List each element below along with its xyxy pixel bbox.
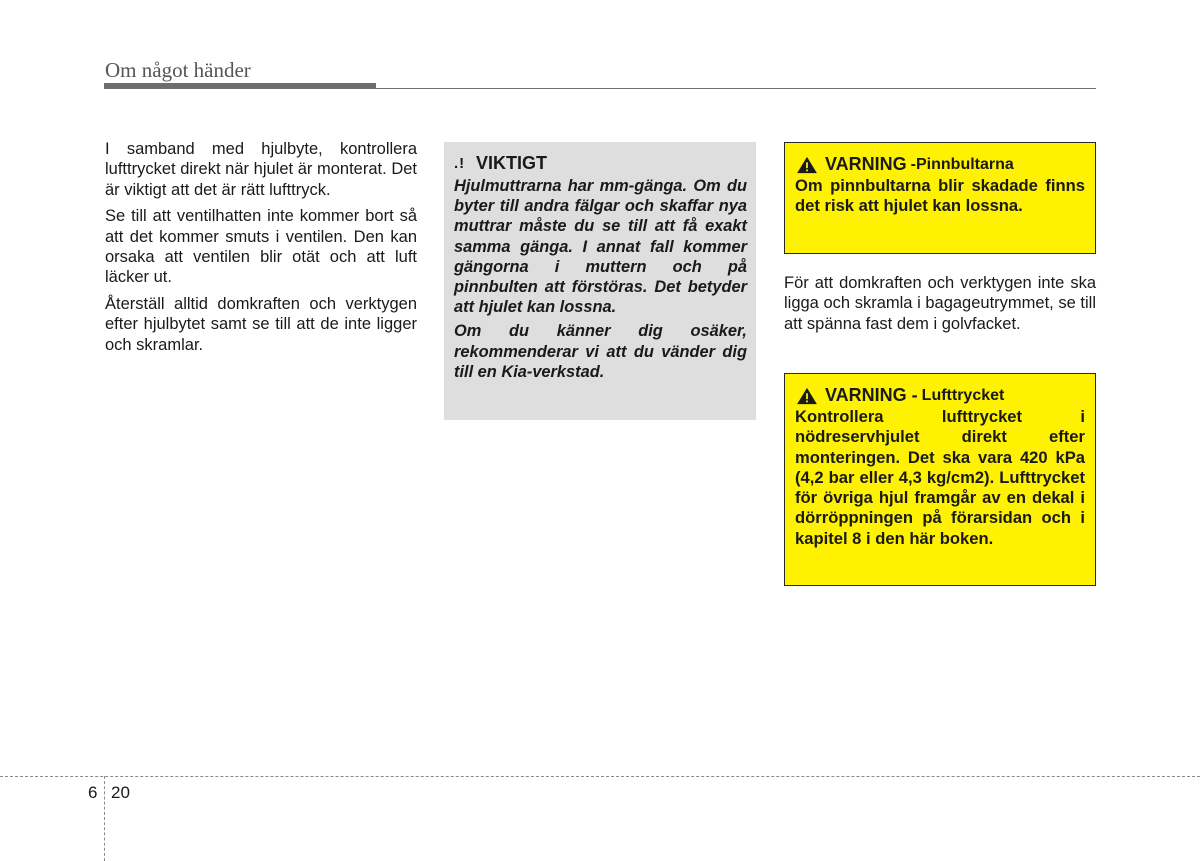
warning-box-air-pressure (784, 373, 1096, 586)
column-left (105, 139, 417, 361)
notice-exclamation-icon: .! (454, 155, 466, 172)
warning-header (795, 385, 1085, 406)
warning-header (795, 154, 1085, 175)
footer-rule (0, 776, 1200, 777)
warning-label: VARNING (825, 154, 907, 174)
paragraph-air-pressure: I samband med hjulbyte, kontrollera lufttrycket direkt när hjulet är monterat. Det är viktigt att det är rätt lufttryck. (105, 140, 417, 199)
header-rule-thin (376, 88, 1096, 89)
column-right-text (784, 273, 1096, 340)
warning-label: VARNING - (825, 385, 918, 405)
notice-body (454, 176, 747, 382)
notice-box-viktigt (444, 142, 756, 420)
notice-title: VIKTIGT (476, 153, 547, 173)
notice-paragraph-workshop: Om du känner dig osäker, rekommenderar vi att du vänder dig till en Kia-verkstad. (454, 322, 747, 381)
warning-triangle-icon (795, 156, 819, 174)
paragraph-valve-cap: Se till att ventilhatten inte kommer bort så att det kommer smuts i ventilen. Den kan orsaka att ventilen blir otät och att luft läcker ut. (105, 207, 417, 287)
warning-triangle-icon (795, 387, 819, 405)
page-chapter-number: 6 (88, 783, 98, 802)
paragraph-jack-fastening: För att domkraften och verktygen inte ska ligga och skramla i bagageutrymmet, se till att spänna fast dem i golvfacket. (784, 274, 1096, 333)
warning-body: Om pinnbultarna blir skadade finns det risk att hjulet kan lossna. (795, 176, 1085, 216)
paragraph-jack-storage: Återställ alltid domkraften och verktygen efter hjulbytet samt se till att de inte ligger och skramlar. (105, 294, 417, 354)
notice-paragraph-thread: Hjulmuttrarna har mm-gänga. Om du byter till andra fälgar och skaffar nya muttrar måste du se till att få exakt samma gänga. I annat fall kommer gängorna i muttern och på pinnbulten att förstöras. Det betyder att hjulet kan lossna. (454, 177, 747, 317)
warning-body: Kontrollera lufttrycket i nödreservhjulet direkt efter monteringen. Det ska vara 420 kPa (4,2 bar eller 4,3 kg/cm2). Lufttrycket för övriga hjul framgår av en dekal i dörröppningen på förarsidan och i kapitel 8 i den här boken. (795, 407, 1085, 548)
header-rule-thick (104, 83, 376, 89)
warning-subtitle: Lufttrycket (921, 386, 1005, 404)
notice-header (454, 153, 747, 174)
warning-subtitle: -Pinnbultarna (910, 155, 1014, 173)
footer-vertical-rule (104, 776, 105, 861)
page-number: 20 (111, 783, 130, 802)
warning-box-studs (784, 142, 1096, 254)
page-header-title: Om något händer (105, 58, 251, 82)
